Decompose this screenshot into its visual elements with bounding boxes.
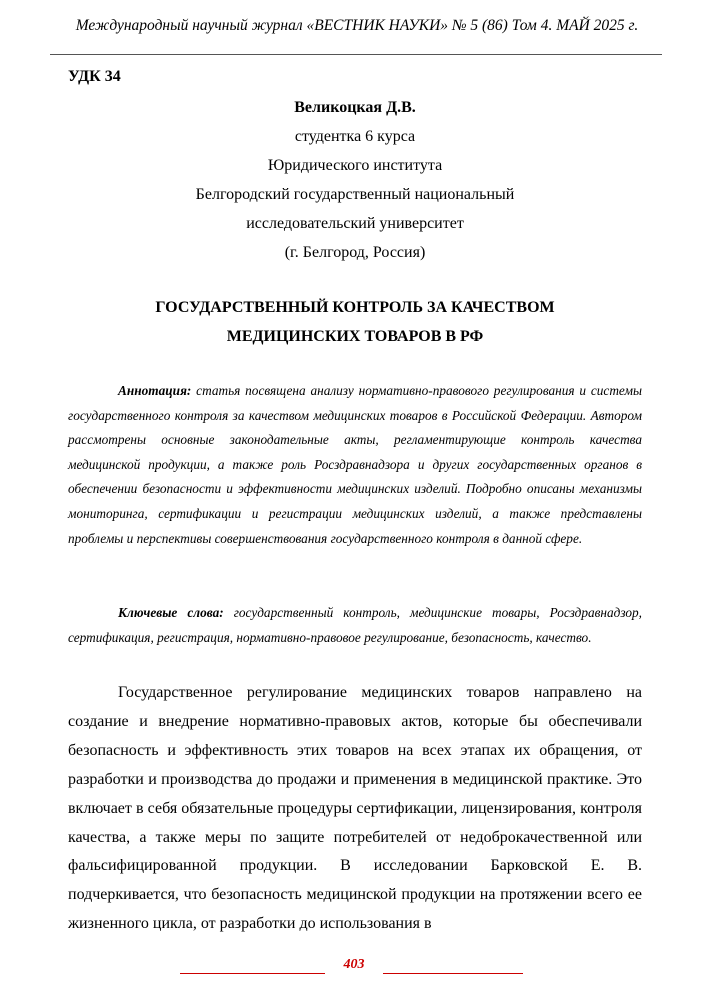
affiliation-line: Юридического института	[267, 157, 443, 174]
annotation-paragraph	[68, 379, 642, 551]
header-divider	[50, 54, 662, 55]
footer-rule-right	[383, 973, 523, 974]
body-paragraph: Государственное регулирование медицинских товаров направлено на создание и внедрение нормативно-правовых актов, которые бы обеспечивали безопасность и эффективность этих товаров на всех этапах их обращения, от разработки и производства до продажи и применения в медицинской практике. Это включает в себя обязательные процедуры сертификации, лицензирования, контроля качества, а также меры по защите потребителей от недоброкачественной или фальсифицированной продукции. В исследовании Барковской Е. В. подчеркивается, что безопасность медицинской продукции на протяжении всего ее жизненного цикла, от разработки до использования в	[68, 684, 642, 933]
keywords-label: Ключевые слова:	[118, 605, 224, 620]
annotation-label: Аннотация:	[118, 383, 192, 398]
udk-code: УДК 34	[68, 68, 121, 85]
author-name: Великоцкая Д.В.	[294, 99, 416, 116]
article-title	[68, 293, 642, 351]
affiliation-line: студентка 6 курса	[294, 128, 416, 145]
affiliation-line: исследовательский университет	[246, 215, 464, 232]
affiliation-line: (г. Белгород, Россия)	[284, 244, 426, 261]
author-block	[68, 93, 642, 267]
annotation-text: статья посвящена анализу нормативно-правового регулирования и системы государственного контроля за качеством медицинских товаров в Российской Федерации. Автором рассмотрены основные законодательные акты, регламентирующие контроль качества медицинской продукции, а также роль Росздравнадзора и других государственных органов в обеспечении безопасности и эффективности медицинских изделий. Подробно описаны механизмы мониторинга, сертификации и регистрации медицинских изделий, а также представлены проблемы и перспективы совершенствования государственного контроля в данной сфере.	[68, 383, 642, 546]
keywords-paragraph	[68, 601, 642, 650]
title-line: МЕДИЦИНСКИХ ТОВАРОВ В РФ	[226, 328, 484, 345]
affiliation-line: Белгородский государственный национальный	[195, 186, 515, 203]
keywords-text: государственный контроль, медицинские товары, Росздравнадзор, сертификация, регистрация, нормативно-правовое регулирование, безопасность, качество.	[68, 605, 643, 645]
journal-header: Международный научный журнал «ВЕСТНИК НАУКИ» № 5 (86) Том 4. МАЙ 2025 г.	[75, 17, 639, 34]
title-line: ГОСУДАРСТВЕННЫЙ КОНТРОЛЬ ЗА КАЧЕСТВОМ	[155, 299, 555, 316]
page-footer	[0, 956, 709, 980]
page-number: 403	[343, 957, 365, 972]
footer-rule-left	[180, 973, 325, 974]
